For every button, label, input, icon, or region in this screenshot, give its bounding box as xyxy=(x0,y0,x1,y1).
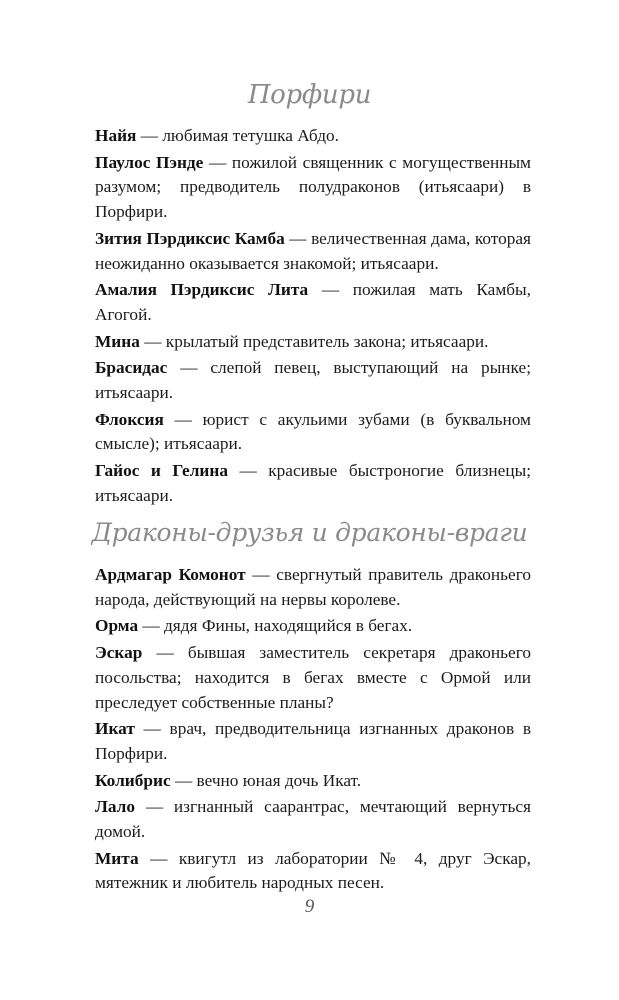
character-description: — вечно юная дочь Икат. xyxy=(170,770,362,790)
character-description: — красивые быстроногие близнецы; итьясаари. xyxy=(95,460,531,505)
character-entry xyxy=(95,847,531,897)
character-entry xyxy=(95,795,531,845)
character-name: Колибрис xyxy=(95,770,171,790)
character-description: — врач, предводительница изгнанных драконов в Порфири. xyxy=(95,719,531,764)
character-name: Амалия Пэрдиксис Лита xyxy=(95,280,309,300)
character-name: Найя xyxy=(95,126,137,145)
character-name: Гайос и Гелина xyxy=(95,460,228,480)
section-title-porfiri: Порфири xyxy=(247,80,372,110)
character-description: — свергнутый правитель драконьего народа, действующий на нервы королеве. xyxy=(95,565,532,609)
character-description: — слепой певец, выступающий на рынке; итьясаари. xyxy=(95,358,531,403)
character-description: — пожилая мать Камбы, Агогой. xyxy=(95,280,531,325)
character-name: Мита xyxy=(95,848,139,868)
character-description: — юрист с акульими зубами (в буквальном смысле); итьясаари. xyxy=(95,409,531,454)
character-name: Паулос Пэнде xyxy=(95,152,204,172)
character-list-porfiri xyxy=(95,124,531,510)
character-entry xyxy=(95,227,531,277)
character-name: Орма xyxy=(95,616,139,636)
character-entry xyxy=(95,278,531,328)
character-description: — величественная дама, которая неожиданно оказывается знакомой; итьясаари. xyxy=(95,228,531,273)
character-description: — изгнанный саарантрас, мечтающий вернуться домой. xyxy=(95,797,531,842)
character-description: — бывшая заместитель секретаря драконьего посольства; находится в бегах вместе с Ормой или преследует собственные планы? xyxy=(95,642,531,712)
character-name: Икат xyxy=(95,719,135,739)
character-entry xyxy=(95,356,531,406)
character-name: Ардмагар Комонот xyxy=(95,565,246,584)
character-entry xyxy=(95,641,531,716)
character-name: Флоксия xyxy=(95,409,164,429)
character-entry xyxy=(95,330,531,355)
character-entry xyxy=(95,408,531,458)
character-name: Брасидас xyxy=(95,358,168,378)
character-entry xyxy=(95,614,531,639)
character-description: — крылатый представитель закона; итьясаари. xyxy=(139,331,489,351)
character-entry xyxy=(95,151,531,226)
character-name: Эскар xyxy=(95,642,143,662)
section-title-dragons: Драконы-друзья и драконы-враги xyxy=(91,518,528,547)
character-entry xyxy=(95,124,531,149)
character-list-dragons xyxy=(95,563,531,898)
character-description: — квигутл из лаборатории № 4, друг Эскар, мятежник и любитель народных песен. xyxy=(95,848,531,893)
character-name: Лало xyxy=(95,797,136,817)
page-number: 9 xyxy=(304,896,315,917)
character-description: — любимая тетушка Абдо. xyxy=(136,126,339,145)
character-entry xyxy=(95,769,531,794)
character-entry xyxy=(95,717,531,767)
character-name: Мина xyxy=(95,331,140,351)
character-description: — пожилой священник с могущественным разумом; предводитель полудраконов (итьясаари) в Порфири. xyxy=(95,152,531,222)
character-description: — дядя Фины, находящийся в бегах. xyxy=(138,616,413,636)
character-name: Зития Пэрдиксис Камба xyxy=(95,228,285,248)
character-entry xyxy=(95,563,531,613)
character-entry xyxy=(95,459,531,509)
